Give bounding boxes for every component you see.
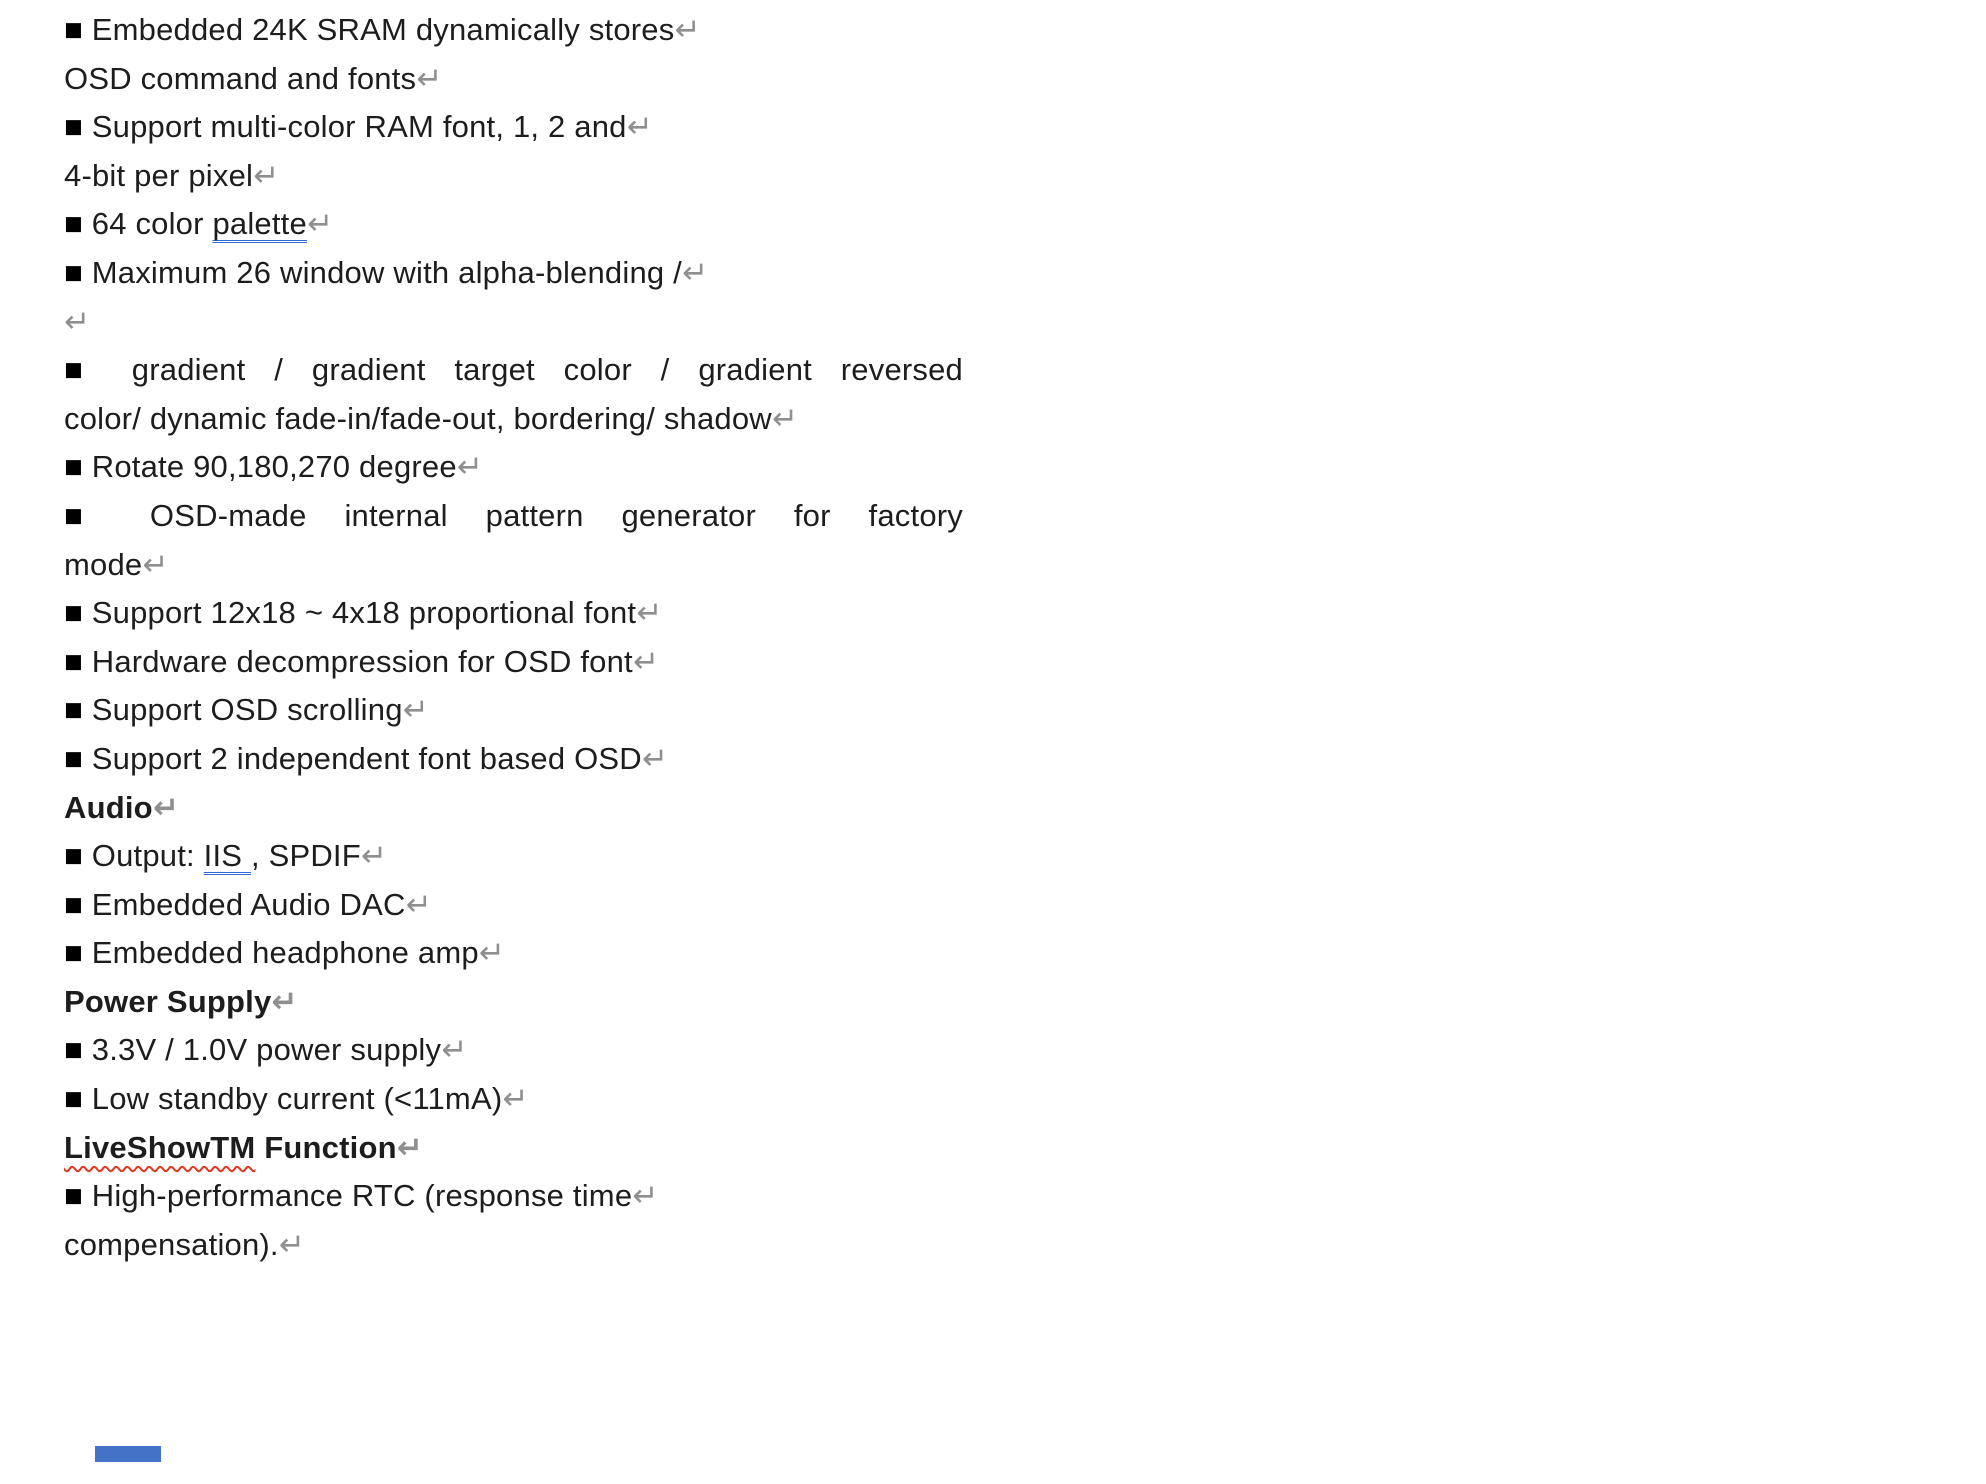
paragraph-mark: ↵: [641, 740, 669, 777]
paragraph-mark: ↵: [152, 789, 179, 826]
paragraph-mark: ↵: [253, 157, 280, 194]
line-text: High-performance RTC (response time: [82, 1178, 633, 1214]
text-line: [64, 832, 963, 881]
bullet-square: ■: [64, 497, 113, 533]
empty-line: [64, 298, 963, 347]
bullet-square: ■: [64, 12, 83, 47]
text-line: [64, 881, 963, 930]
bullet-square: ■: [64, 886, 83, 922]
heading-text: Function: [255, 1129, 397, 1165]
paragraph-mark: ↵: [278, 1226, 305, 1263]
bullet-square: ■: [64, 1081, 83, 1117]
line-text: 64 color: [82, 206, 213, 242]
paragraph-mark: ↵: [306, 206, 334, 243]
paragraph-mark: ↵: [64, 303, 91, 340]
bullet-square: ■: [64, 206, 83, 242]
text-line: [64, 249, 963, 298]
paragraph-mark: ↵: [632, 643, 660, 680]
paragraph-mark: ↵: [271, 983, 298, 1020]
heading-text: Audio: [64, 789, 153, 825]
text-line: [64, 103, 963, 152]
paragraph-mark: ↵: [681, 254, 709, 291]
grammar-marked-term[interactable]: palette: [212, 206, 307, 242]
text-line: [64, 395, 963, 444]
line-text: Embedded Audio DAC: [82, 886, 406, 922]
line-text: Support 2 independent font based OSD: [82, 740, 642, 776]
line-text: , SPDIF: [250, 838, 361, 874]
text-line: [64, 443, 963, 492]
text-line: [64, 929, 963, 978]
heading-text: Power Supply: [64, 983, 272, 1019]
text-line: [64, 55, 963, 104]
text-line: [64, 686, 963, 735]
line-text: Hardware decompression for OSD font: [82, 643, 633, 679]
paragraph-mark: ↵: [456, 449, 483, 486]
paragraph-mark: ↵: [771, 400, 799, 437]
paragraph-mark: ↵: [441, 1032, 468, 1069]
text-line: [64, 735, 963, 784]
bullet-square: ■: [64, 643, 83, 679]
bullet-square: ■: [64, 109, 83, 145]
line-text: 4-bit per pixel: [64, 157, 254, 193]
line-text: 3.3V / 1.0V power supply: [82, 1032, 442, 1068]
line-text: mode: [64, 546, 143, 582]
paragraph-mark: ↵: [478, 935, 505, 972]
line-text: compensation).: [64, 1226, 279, 1262]
line-text: OSD command and fonts: [64, 60, 417, 96]
paragraph-mark: ↵: [636, 595, 663, 632]
text-line: [64, 492, 963, 541]
paragraph-mark: ↵: [674, 12, 701, 48]
bullet-square: ■: [64, 254, 83, 290]
bullet-square: ■: [64, 1178, 83, 1214]
text-line: [64, 1026, 963, 1075]
section-heading-power-supply: [64, 978, 963, 1027]
blue-artifact: [95, 1446, 161, 1462]
text-line: [64, 1172, 963, 1221]
paragraph-mark: ↵: [632, 1178, 659, 1215]
text-line: [64, 152, 963, 201]
line-text: Rotate 90,180,270 degree: [82, 449, 457, 485]
paragraph-mark: ↵: [405, 886, 432, 923]
bullet-square: ■: [64, 740, 83, 776]
paragraph-mark: ↵: [360, 838, 388, 875]
line-text: Low standby current (<11mA): [82, 1081, 503, 1117]
bullet-square: ■: [64, 449, 83, 485]
paragraph-mark: ↵: [402, 692, 429, 729]
paragraph-mark: ↵: [626, 109, 653, 146]
line-text: Support 12x18 ~ 4x18 proportional font: [82, 595, 637, 631]
line-text: Support multi-color RAM font, 1, 2 and: [82, 109, 627, 145]
bullet-square: ■: [64, 935, 83, 971]
line-text: gradient / gradient target color / gradient reversed: [102, 352, 963, 388]
line-text: OSD-made internal pattern generator for factory: [112, 497, 963, 533]
paragraph-mark: ↵: [502, 1081, 529, 1118]
line-text: Output:: [82, 838, 204, 874]
text-line: [64, 589, 963, 638]
bullet-square: ■: [64, 692, 83, 728]
text-line: [64, 200, 963, 249]
line-text: Maximum 26 window with alpha-blending /: [82, 254, 682, 290]
line-text: Embedded 24K SRAM dynamically stores: [82, 12, 675, 47]
text-line: [64, 6, 963, 55]
section-heading-liveshow-function: [64, 1124, 963, 1173]
text-line: [64, 541, 963, 590]
paragraph-mark: ↵: [396, 1129, 423, 1166]
text-line: [64, 1075, 963, 1124]
text-line: [64, 346, 963, 395]
text-line: [64, 638, 963, 687]
grammar-marked-term[interactable]: IIS: [203, 838, 251, 874]
paragraph-mark: ↵: [142, 546, 169, 583]
bullet-square: ■: [64, 838, 83, 874]
document-canvas[interactable]: [64, 6, 963, 1269]
bullet-square: ■: [64, 595, 83, 631]
line-text: color/ dynamic fade-in/fade-out, bordering/ shadow: [64, 400, 772, 436]
section-heading-audio: [64, 784, 963, 833]
bullet-square: ■: [64, 352, 103, 388]
line-text: Embedded headphone amp: [82, 935, 479, 971]
spellcheck-marked-term[interactable]: LiveShowTM: [64, 1129, 256, 1165]
line-text: Support OSD scrolling: [82, 692, 403, 728]
paragraph-mark: ↵: [416, 60, 443, 97]
text-line: [64, 1221, 963, 1270]
bullet-square: ■: [64, 1032, 83, 1068]
